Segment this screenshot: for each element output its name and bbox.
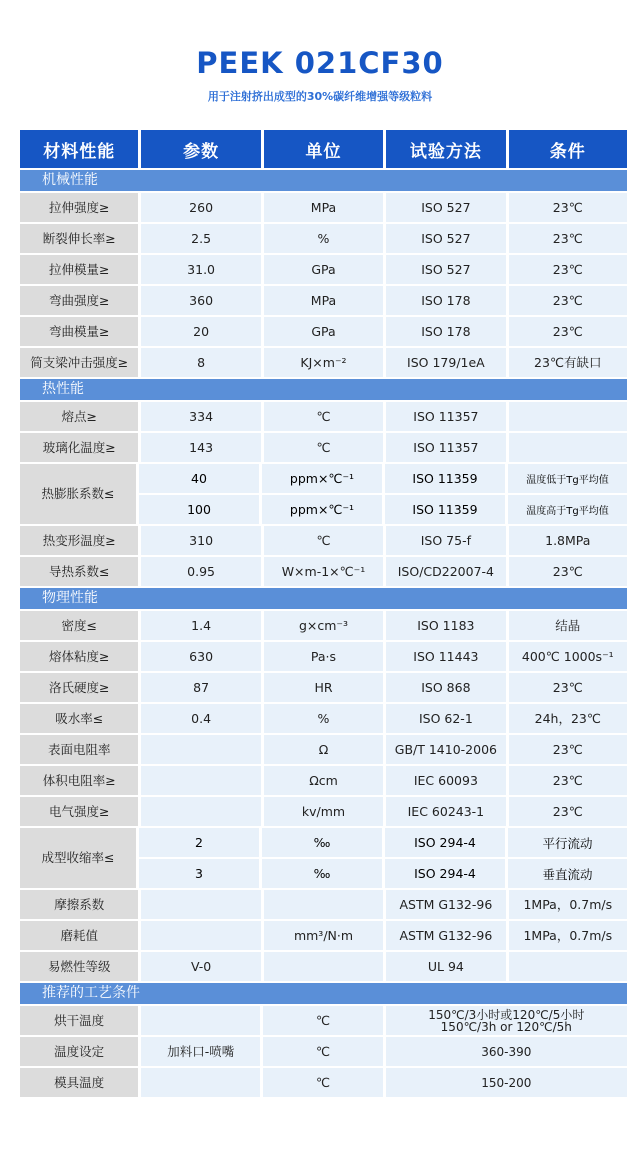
property-value: 0.4 <box>141 704 260 733</box>
section-mechanical: 机械性能 <box>20 170 627 191</box>
property-value <box>141 1006 260 1035</box>
property-unit: Ωcm <box>264 766 383 795</box>
property-name: 洛氏硬度≥ <box>20 673 138 702</box>
property-method: ISO 527 <box>386 255 505 284</box>
property-value: V-0 <box>141 952 260 981</box>
table-row <box>20 317 627 346</box>
property-method: ISO 11359 <box>385 464 505 493</box>
property-condition: 23℃有缺口 <box>509 348 627 377</box>
table-row <box>20 890 627 919</box>
property-method: ISO/CD22007-4 <box>386 557 505 586</box>
table-row <box>20 766 627 795</box>
property-name: 拉伸强度≥ <box>20 193 138 222</box>
property-name: 热变形温度≥ <box>20 526 138 555</box>
table-row <box>20 611 627 640</box>
table-row <box>20 735 627 764</box>
property-name: 导热系数≤ <box>20 557 138 586</box>
table-row <box>20 193 627 222</box>
property-unit: KJ×m⁻² <box>264 348 383 377</box>
property-method: ISO 62-1 <box>386 704 505 733</box>
property-method: ASTM G132-96 <box>386 890 505 919</box>
table-row <box>20 921 627 950</box>
property-value: 1.4 <box>141 611 260 640</box>
header-value: 参数 <box>141 130 260 168</box>
property-name: 表面电阻率 <box>20 735 138 764</box>
property-method: ISO 179/1eA <box>386 348 505 377</box>
table-row <box>20 642 627 671</box>
expansion-units <box>262 464 382 524</box>
property-name: 熔体粘度≥ <box>20 642 138 671</box>
property-method: ISO 1183 <box>386 611 505 640</box>
property-method: ISO 527 <box>386 224 505 253</box>
property-condition: 1MPa，0.7m/s <box>509 890 627 919</box>
property-unit: % <box>264 224 383 253</box>
property-unit: GPa <box>264 317 383 346</box>
property-unit: ppm×℃⁻¹ <box>262 495 382 524</box>
table-row <box>20 1037 627 1066</box>
property-unit: mm³/N·m <box>264 921 383 950</box>
property-value: 260 <box>141 193 260 222</box>
property-unit: ℃ <box>264 433 383 462</box>
table-row <box>20 464 627 524</box>
property-value: 3 <box>139 859 259 888</box>
property-method: ISO 294-4 <box>385 859 505 888</box>
table-row <box>20 402 627 431</box>
table-row <box>20 255 627 284</box>
property-condition: 23℃ <box>509 557 627 586</box>
header-condition: 条件 <box>509 130 627 168</box>
expansion-values <box>139 464 259 524</box>
property-method: ISO 11357 <box>386 433 505 462</box>
table-row <box>20 1068 627 1097</box>
property-value: 310 <box>141 526 260 555</box>
process-setting: 150℃/3小时或120℃/5小时 150℃/3h or 120℃/5h <box>386 1006 627 1035</box>
property-unit: % <box>264 704 383 733</box>
section-process: 推荐的工艺条件 <box>20 983 627 1004</box>
property-condition: 温度高于Tg平均值 <box>508 495 627 524</box>
header-method: 试验方法 <box>386 130 505 168</box>
property-unit: ppm×℃⁻¹ <box>262 464 382 493</box>
property-name: 易燃性等级 <box>20 952 138 981</box>
property-value: 2.5 <box>141 224 260 253</box>
property-name: 温度设定 <box>20 1037 138 1066</box>
shrink-conditions <box>508 828 627 888</box>
property-value: 40 <box>139 464 259 493</box>
property-condition: 1.8MPa <box>509 526 627 555</box>
expansion-conditions <box>508 464 627 524</box>
property-unit: ‰ <box>262 859 382 888</box>
property-value: 143 <box>141 433 260 462</box>
property-unit: Ω <box>264 735 383 764</box>
property-value <box>141 1068 260 1097</box>
header-property: 材料性能 <box>20 130 138 168</box>
table-row <box>20 224 627 253</box>
property-value: 2 <box>139 828 259 857</box>
property-value: 0.95 <box>141 557 260 586</box>
property-condition <box>509 952 627 981</box>
table-row <box>20 828 627 888</box>
header-unit: 单位 <box>264 130 383 168</box>
property-condition: 1MPa，0.7m/s <box>509 921 627 950</box>
property-condition: 23℃ <box>509 797 627 826</box>
process-setting: 150-200 <box>386 1068 627 1097</box>
table-row <box>20 797 627 826</box>
property-unit: kv/mm <box>264 797 383 826</box>
property-method: IEC 60093 <box>386 766 505 795</box>
property-unit: ℃ <box>264 402 383 431</box>
property-unit <box>264 890 383 919</box>
property-condition <box>509 433 627 462</box>
property-name: 成型收缩率≤ <box>20 828 136 888</box>
property-condition: 23℃ <box>509 255 627 284</box>
table-row <box>20 704 627 733</box>
property-value: 87 <box>141 673 260 702</box>
property-condition: 平行流动 <box>508 828 627 857</box>
property-name: 磨耗值 <box>20 921 138 950</box>
property-condition: 23℃ <box>509 735 627 764</box>
property-value: 加料口-喷嘴 <box>141 1037 260 1066</box>
property-name: 断裂伸长率≥ <box>20 224 138 253</box>
property-method: ISO 294-4 <box>385 828 505 857</box>
shrink-values <box>139 828 259 888</box>
property-name: 密度≤ <box>20 611 138 640</box>
property-condition: 24h，23℃ <box>509 704 627 733</box>
property-method: GB/T 1410-2006 <box>386 735 505 764</box>
property-unit: W×m-1×℃⁻¹ <box>264 557 383 586</box>
property-value: 8 <box>141 348 260 377</box>
property-value <box>141 921 260 950</box>
property-value: 20 <box>141 317 260 346</box>
property-name: 吸水率≤ <box>20 704 138 733</box>
property-unit: ℃ <box>264 526 383 555</box>
property-condition: 温度低于Tg平均值 <box>508 464 627 493</box>
property-name: 热膨胀系数≤ <box>20 464 136 524</box>
property-value: 630 <box>141 642 260 671</box>
property-name: 体积电阻率≥ <box>20 766 138 795</box>
property-method: ISO 178 <box>386 286 505 315</box>
property-condition: 23℃ <box>509 766 627 795</box>
property-unit: GPa <box>264 255 383 284</box>
property-method: ASTM G132-96 <box>386 921 505 950</box>
property-name: 简支梁冲击强度≥ <box>20 348 138 377</box>
property-method: ISO 11359 <box>385 495 505 524</box>
property-name: 摩擦系数 <box>20 890 138 919</box>
property-condition: 400℃ 1000s⁻¹ <box>509 642 627 671</box>
property-condition: 23℃ <box>509 193 627 222</box>
property-condition: 23℃ <box>509 224 627 253</box>
property-value <box>141 890 260 919</box>
property-name: 电气强度≥ <box>20 797 138 826</box>
table-row <box>20 557 627 586</box>
property-unit: ℃ <box>263 1037 382 1066</box>
property-name: 模具温度 <box>20 1068 138 1097</box>
property-unit: ℃ <box>263 1006 382 1035</box>
property-unit: g×cm⁻³ <box>264 611 383 640</box>
property-condition: 23℃ <box>509 673 627 702</box>
table-row <box>20 526 627 555</box>
property-condition: 23℃ <box>509 286 627 315</box>
page-title: PEEK 021CF30 <box>196 46 444 80</box>
table-row <box>20 286 627 315</box>
property-method: UL 94 <box>386 952 505 981</box>
property-unit: ‰ <box>262 828 382 857</box>
property-unit: ℃ <box>263 1068 382 1097</box>
property-name: 弯曲模量≥ <box>20 317 138 346</box>
property-unit: Pa·s <box>264 642 383 671</box>
property-value: 334 <box>141 402 260 431</box>
property-condition: 23℃ <box>509 317 627 346</box>
property-unit: MPa <box>264 193 383 222</box>
property-condition <box>509 402 627 431</box>
property-value <box>141 797 260 826</box>
section-physical: 物理性能 <box>20 588 627 609</box>
section-thermal: 热性能 <box>20 379 627 400</box>
property-method: ISO 11443 <box>386 642 505 671</box>
property-condition: 垂直流动 <box>508 859 627 888</box>
property-method: ISO 868 <box>386 673 505 702</box>
process-setting: 360-390 <box>386 1037 627 1066</box>
property-method: IEC 60243-1 <box>386 797 505 826</box>
property-condition: 结晶 <box>509 611 627 640</box>
property-name: 弯曲强度≥ <box>20 286 138 315</box>
property-value <box>141 735 260 764</box>
table-row <box>20 433 627 462</box>
property-unit: MPa <box>264 286 383 315</box>
property-method: ISO 11357 <box>386 402 505 431</box>
property-value: 100 <box>139 495 259 524</box>
table-row <box>20 348 627 377</box>
table-row <box>20 673 627 702</box>
property-value <box>141 766 260 795</box>
page-subtitle: 用于注射挤出成型的30%碳纤维增强等级粒料 <box>207 90 433 103</box>
property-unit: HR <box>264 673 383 702</box>
property-name: 拉伸模量≥ <box>20 255 138 284</box>
property-name: 熔点≥ <box>20 402 138 431</box>
property-name: 玻璃化温度≥ <box>20 433 138 462</box>
property-unit <box>264 952 383 981</box>
table-header <box>20 130 627 168</box>
shrink-methods <box>385 828 505 888</box>
property-method: ISO 178 <box>386 317 505 346</box>
table-row <box>20 952 627 981</box>
property-name: 烘干温度 <box>20 1006 138 1035</box>
property-table <box>20 130 627 1097</box>
property-value: 31.0 <box>141 255 260 284</box>
property-method: ISO 527 <box>386 193 505 222</box>
property-method: ISO 75-f <box>386 526 505 555</box>
property-value: 360 <box>141 286 260 315</box>
table-row <box>20 1006 627 1035</box>
expansion-methods <box>385 464 505 524</box>
shrink-units <box>262 828 382 888</box>
